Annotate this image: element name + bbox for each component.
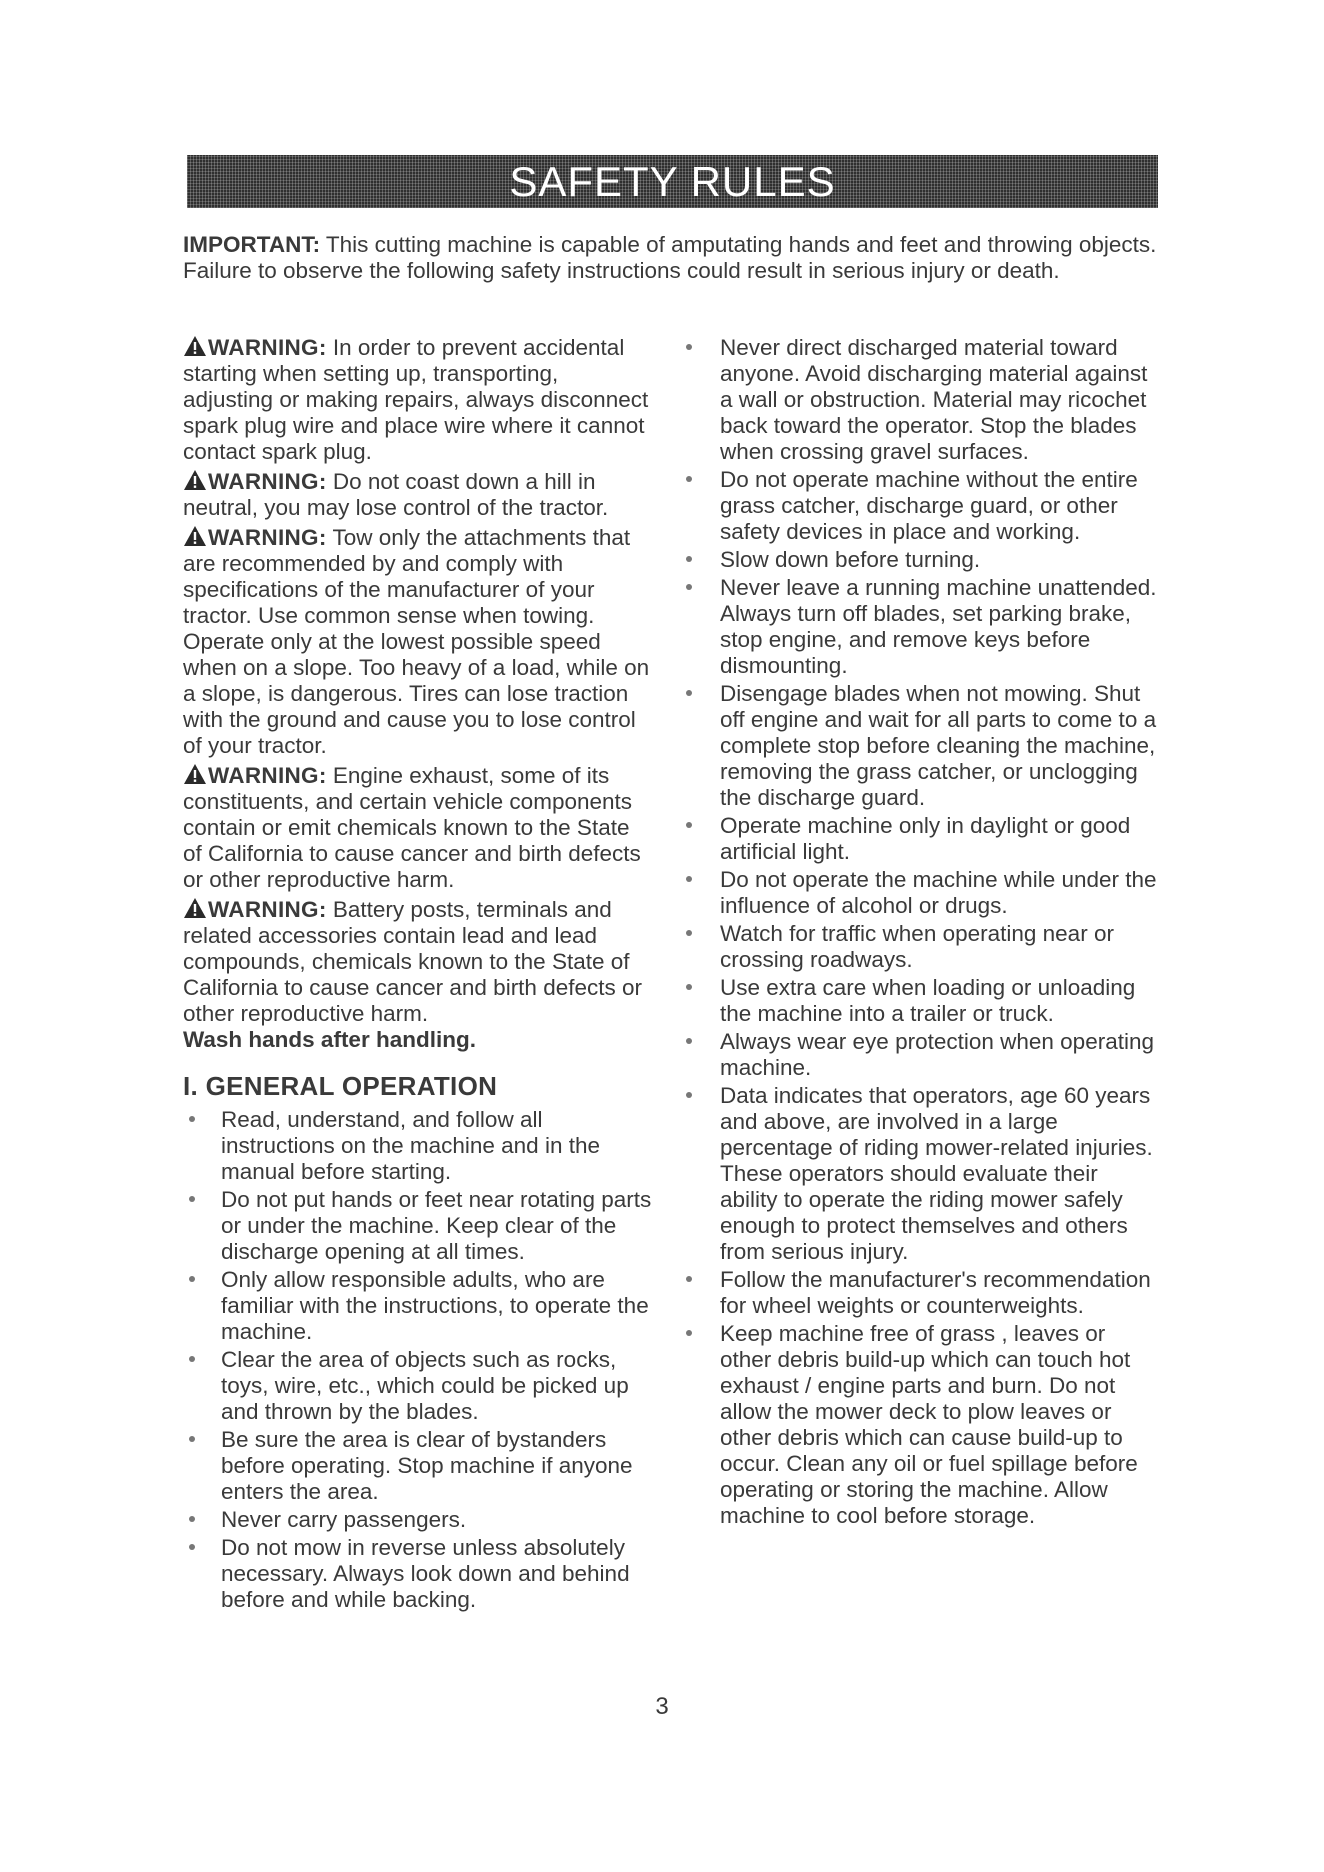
bullet-icon: [686, 1038, 692, 1044]
list-item-text: Never leave a running machine unattended. Always turn off blades, set parking brake, stop engine, and remove keys before dismounting.: [720, 575, 1157, 678]
warning-triangle-icon: [183, 763, 207, 785]
bullet-icon: [189, 1544, 195, 1550]
warning-block: [183, 763, 653, 893]
warning-label: WARNING:: [208, 897, 327, 922]
list-item: [684, 975, 1160, 1027]
list-item: [684, 575, 1160, 679]
list-item-text: Always wear eye protection when operating machine.: [720, 1029, 1154, 1080]
list-item: [684, 547, 1160, 573]
warning-block: [183, 469, 653, 521]
warning-text: Tow only the attachments that are recommended by and comply with specifications of the manufacturer of your tractor. Use common sense when towing. Operate only at the lowest possible speed when on a slope. Too heavy of a load, while on a slope, is dangerous. Tires can lose traction with the ground and cause you to lose control of your tractor.: [183, 525, 650, 758]
left-column: [183, 335, 653, 1615]
warning-block: [183, 525, 653, 759]
general-operation-list-continued: [684, 335, 1160, 1529]
list-item-text: Disengage blades when not mowing. Shut off engine and wait for all parts to come to a complete stop before cleaning the machine, removing the grass catcher, or unclogging the discharge guard.: [720, 681, 1157, 810]
bullet-icon: [189, 1436, 195, 1442]
list-item: [684, 867, 1160, 919]
list-item: [183, 1507, 653, 1533]
list-item-text: Slow down before turning.: [720, 547, 981, 572]
bullet-icon: [189, 1516, 195, 1522]
warning-block: [183, 897, 653, 1053]
bullet-icon: [686, 1276, 692, 1282]
warning-triangle-icon: [183, 525, 207, 547]
safety-rules-banner: [187, 155, 1158, 208]
list-item-text: Clear the area of objects such as rocks, toys, wire, etc., which could be picked up and thrown by the blades.: [221, 1347, 629, 1424]
bullet-icon: [686, 876, 692, 882]
list-item-text: Read, understand, and follow all instructions on the machine and in the manual before starting.: [221, 1107, 600, 1184]
bullet-icon: [686, 584, 692, 590]
bullet-icon: [686, 344, 692, 350]
wash-hands-note: Wash hands after handling.: [183, 1027, 476, 1052]
list-item: [183, 1535, 653, 1613]
list-item-text: Watch for traffic when operating near or crossing roadways.: [720, 921, 1114, 972]
warning-triangle-icon: [183, 335, 207, 357]
list-item-text: Never direct discharged material toward anyone. Avoid discharging material against a wall or obstruction. Material may ricochet back toward the operator. Stop the blades when crossing gravel surfaces.: [720, 335, 1148, 464]
list-item-text: Do not operate machine without the entire grass catcher, discharge guard, or other safety devices in place and working.: [720, 467, 1138, 544]
bullet-icon: [686, 476, 692, 482]
warning-label: WARNING:: [208, 525, 327, 550]
important-notice: [183, 232, 1158, 284]
list-item: [684, 1083, 1160, 1265]
warning-text: Do not coast down a hill in neutral, you may lose control of the tractor.: [183, 469, 609, 520]
list-item-text: Use extra care when loading or unloading the machine into a trailer or truck.: [720, 975, 1136, 1026]
bullet-icon: [686, 822, 692, 828]
warning-text: Battery posts, terminals and related accessories contain lead and lead compounds, chemicals known to the State of California to cause cancer and birth defects or other reproductive harm.: [183, 897, 642, 1026]
right-column: [684, 335, 1160, 1531]
warning-triangle-icon: [183, 897, 207, 919]
bullet-icon: [686, 690, 692, 696]
list-item: [183, 1427, 653, 1505]
warning-text: Engine exhaust, some of its constituents, and certain vehicle components contain or emit chemicals known to the State of California to cause cancer and birth defects or other reproductive harm.: [183, 763, 641, 892]
list-item: [684, 1321, 1160, 1529]
list-item-text: Data indicates that operators, age 60 years and above, are involved in a large percentage of riding mower-related injuries. These operators should evaluate their ability to operate the riding mower safely enough to protect themselves and others from serious injury.: [720, 1083, 1153, 1264]
bullet-icon: [686, 556, 692, 562]
important-text: This cutting machine is capable of amputating hands and feet and throwing objects. Failure to observe the following safety instructions could result in serious injury or death.: [183, 232, 1157, 283]
list-item-text: Do not put hands or feet near rotating parts or under the machine. Keep clear of the discharge opening at all times.: [221, 1187, 652, 1264]
list-item-text: Operate machine only in daylight or good artificial light.: [720, 813, 1131, 864]
list-item: [684, 335, 1160, 465]
bullet-icon: [189, 1356, 195, 1362]
list-item-text: Do not operate the machine while under the influence of alcohol or drugs.: [720, 867, 1157, 918]
list-item: [684, 1029, 1160, 1081]
bullet-icon: [686, 984, 692, 990]
list-item-text: Never carry passengers.: [221, 1507, 467, 1532]
list-item: [183, 1267, 653, 1345]
list-item-text: Follow the manufacturer's recommendation for wheel weights or counterweights.: [720, 1267, 1151, 1318]
warning-label: WARNING:: [208, 469, 327, 494]
list-item: [684, 921, 1160, 973]
list-item-text: Keep machine free of grass , leaves or other debris build-up which can touch hot exhaust / engine parts and burn. Do not allow the mower deck to plow leaves or other debris which can cause build-up to occur. Clean any oil or fuel spillage before operating or storing the machine. Allow machine to cool before storage.: [720, 1321, 1138, 1528]
list-item-text: Be sure the area is clear of bystanders before operating. Stop machine if anyone enters the area.: [221, 1427, 633, 1504]
general-operation-list: [183, 1107, 653, 1613]
bullet-icon: [189, 1196, 195, 1202]
list-item: [183, 1107, 653, 1185]
bullet-icon: [686, 930, 692, 936]
bullet-icon: [189, 1116, 195, 1122]
section-title-general-operation: I. GENERAL OPERATION: [183, 1071, 498, 1101]
bullet-icon: [189, 1276, 195, 1282]
list-item: [684, 1267, 1160, 1319]
important-label: IMPORTANT:: [183, 232, 321, 257]
list-item: [183, 1347, 653, 1425]
list-item-text: Do not mow in reverse unless absolutely necessary. Always look down and behind before and while backing.: [221, 1535, 630, 1612]
warning-triangle-icon: [183, 469, 207, 491]
page-title: SAFETY RULES: [509, 158, 836, 205]
bullet-icon: [686, 1092, 692, 1098]
list-item-text: Only allow responsible adults, who are familiar with the instructions, to operate the machine.: [221, 1267, 649, 1344]
list-item: [684, 813, 1160, 865]
warning-text: In order to prevent accidental starting when setting up, transporting, adjusting or making repairs, always disconnect spark plug wire and place wire where it cannot contact spark plug.: [183, 335, 649, 464]
warning-label: WARNING:: [208, 335, 327, 360]
warning-label: WARNING:: [208, 763, 327, 788]
bullet-icon: [686, 1330, 692, 1336]
page-number: 3: [655, 1693, 669, 1720]
list-item: [183, 1187, 653, 1265]
list-item: [684, 467, 1160, 545]
list-item: [684, 681, 1160, 811]
warning-block: [183, 335, 653, 465]
